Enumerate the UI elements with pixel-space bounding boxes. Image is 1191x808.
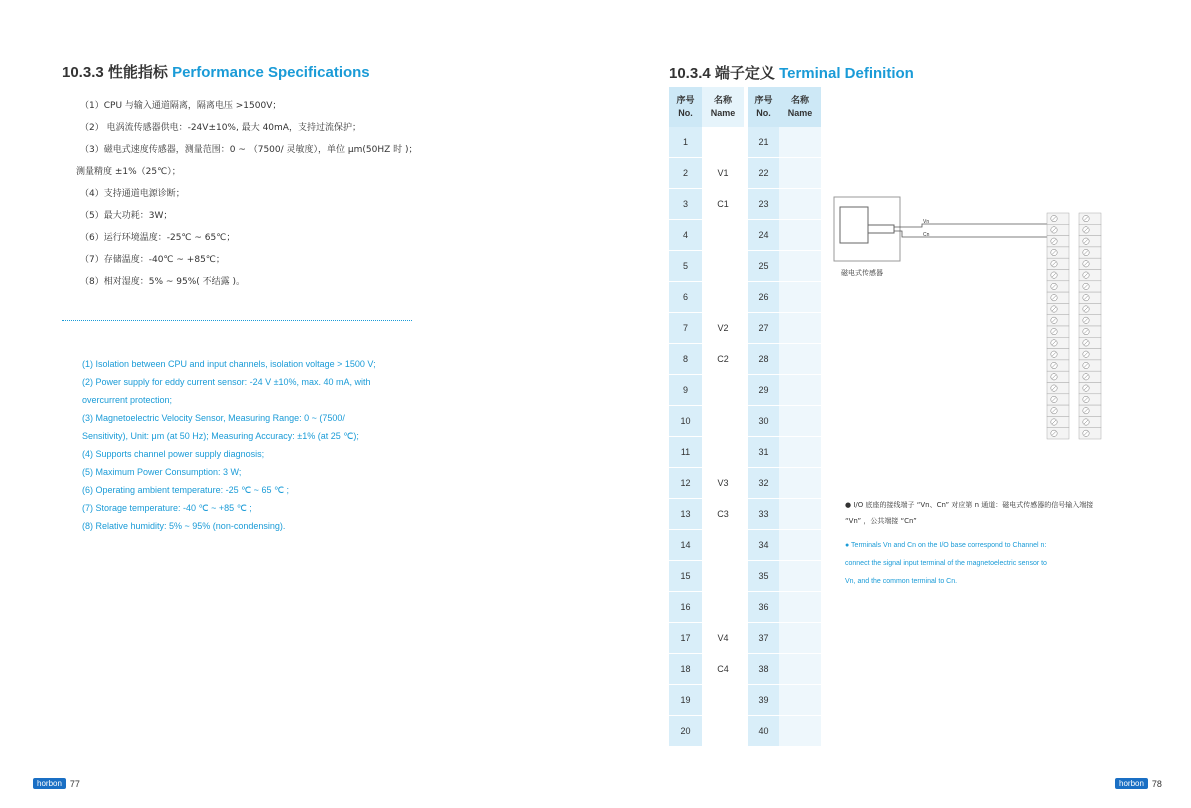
brand-logo: horbon <box>33 778 66 789</box>
table-row <box>669 530 821 561</box>
spec-item-cn: （6）运行环境温度：-25℃ ~ 65℃； <box>80 233 236 243</box>
cell-name <box>702 406 744 437</box>
wire-cn-label: Cn <box>923 232 930 238</box>
heading-cn: 端子定义 <box>714 65 775 82</box>
terminal-cell <box>1047 258 1069 269</box>
cell-no: 16 <box>669 592 702 623</box>
terminal-cell <box>1079 292 1101 303</box>
heading-en: Performance Specifications <box>172 64 370 81</box>
cell-name <box>779 468 821 499</box>
cell-no: 32 <box>748 468 779 499</box>
table-row <box>669 592 821 623</box>
cell-name <box>779 654 821 685</box>
terminal-cell <box>1079 360 1101 371</box>
cell-name: C3 <box>702 499 744 530</box>
cell-no: 11 <box>669 437 702 468</box>
table-row <box>669 437 821 468</box>
spec-item-en: overcurrent protection; <box>82 395 173 405</box>
terminal-cell <box>1079 416 1101 427</box>
cell-name <box>702 437 744 468</box>
cell-no: 10 <box>669 406 702 437</box>
cell-name <box>702 530 744 561</box>
spec-item-en: (4) Supports channel power supply diagnosis; <box>82 449 265 459</box>
cell-name <box>779 406 821 437</box>
spec-item-en: (7) Storage temperature: -40 ℃ ~ +85 ℃ ; <box>82 503 252 513</box>
table-row <box>669 654 821 685</box>
cell-no: 9 <box>669 375 702 406</box>
cell-no: 5 <box>669 251 702 282</box>
cell-no: 18 <box>669 654 702 685</box>
section-divider <box>62 320 412 321</box>
cell-no: 28 <box>748 344 779 375</box>
terminal-cell <box>1047 371 1069 382</box>
table-row <box>669 251 821 282</box>
table-row <box>669 189 821 220</box>
terminal-cell <box>1047 349 1069 360</box>
cell-name <box>702 716 744 747</box>
cell-no: 6 <box>669 282 702 313</box>
wire-cn <box>894 231 1048 237</box>
cell-no: 36 <box>748 592 779 623</box>
note-en-line: connect the signal input terminal of the magnetoelectric sensor to <box>845 560 1047 567</box>
terminal-cell <box>1079 349 1101 360</box>
cell-no: 19 <box>669 685 702 716</box>
table-row <box>669 344 821 375</box>
cell-name <box>779 685 821 716</box>
cell-no: 15 <box>669 561 702 592</box>
wire-vn <box>894 224 1048 227</box>
spec-item-cn: （2） 电涡流传感器供电：-24V±10%, 最大 40mA，支持过流保护； <box>80 123 361 133</box>
cell-no: 29 <box>748 375 779 406</box>
note-en-line: Vn, and the common terminal to Cn. <box>845 578 958 585</box>
cell-name <box>779 530 821 561</box>
cell-no: 22 <box>748 158 779 189</box>
cell-name: C4 <box>702 654 744 685</box>
cell-name <box>702 127 744 158</box>
cell-no: 13 <box>669 499 702 530</box>
spec-item-en: (5) Maximum Power Consumption: 3 W; <box>82 467 242 477</box>
cell-name: V1 <box>702 158 744 189</box>
terminal-cell <box>1047 394 1069 405</box>
cell-name <box>702 375 744 406</box>
spec-item-en: (2) Power supply for eddy current sensor: -24 V ±10%, max. 40 mA, with <box>82 377 371 387</box>
terminal-cell <box>1079 394 1101 405</box>
table-row <box>669 282 821 313</box>
section-heading-performance <box>62 61 370 82</box>
terminal-cell <box>1079 371 1101 382</box>
note-cn: ● I/O 底座的接线端子 “Vn、Cn” 对应第 n 通道：磁电式传感器的信号输入端接 “Vn” ，公共端接 “Cn” <box>845 501 1094 525</box>
terminal-cell <box>1079 213 1101 224</box>
cell-no: 3 <box>669 189 702 220</box>
table-row <box>669 623 821 654</box>
terminal-cell <box>1079 258 1101 269</box>
table-row <box>669 561 821 592</box>
sensor-body <box>840 207 868 243</box>
spec-list-en <box>82 355 422 535</box>
cell-name <box>779 623 821 654</box>
header-no: 序号 No. <box>669 87 702 127</box>
terminal-cell <box>1047 360 1069 371</box>
table-row <box>669 499 821 530</box>
footer-right <box>1115 773 1162 792</box>
cell-no: 30 <box>748 406 779 437</box>
terminal-cell <box>1079 428 1101 439</box>
cell-name <box>702 282 744 313</box>
spec-item-en: Sensitivity), Unit: μm (at 50 Hz); Measuring Accuracy: ±1% (at 25 ℃); <box>82 431 359 441</box>
cell-no: 12 <box>669 468 702 499</box>
page-number: 77 <box>69 778 80 789</box>
terminal-block <box>1047 213 1101 439</box>
spec-item-en: (1) Isolation between CPU and input channels, isolation voltage > 1500 V; <box>82 359 376 369</box>
cell-no: 4 <box>669 220 702 251</box>
spec-item-en: (8) Relative humidity: 5% ~ 95% (non-condensing). <box>82 521 286 531</box>
note-en-line: ● Terminals Vn and Cn on the I/O base correspond to Channel n: <box>845 542 1047 549</box>
header-name: 名称 Name <box>702 87 744 127</box>
cell-name <box>702 251 744 282</box>
section-heading-terminal <box>669 62 914 83</box>
terminal-cell <box>1047 213 1069 224</box>
terminal-cell <box>1047 337 1069 348</box>
header-no-2: 序号 No. <box>748 87 779 127</box>
cell-name <box>779 127 821 158</box>
terminal-cell <box>1079 303 1101 314</box>
terminal-cell <box>1047 303 1069 314</box>
terminal-cell <box>1079 326 1101 337</box>
cell-no: 25 <box>748 251 779 282</box>
spec-item-cn: （4）支持通道电源诊断； <box>80 189 185 199</box>
spec-item-cn: （7）存储温度：-40℃ ~ +85℃； <box>80 255 225 265</box>
cell-no: 21 <box>748 127 779 158</box>
terminal-cell <box>1047 326 1069 337</box>
cell-no: 24 <box>748 220 779 251</box>
terminal-cell <box>1047 247 1069 258</box>
cell-no: 33 <box>748 499 779 530</box>
cell-name <box>779 592 821 623</box>
terminal-cell <box>1047 416 1069 427</box>
heading-number: 10.3.4 <box>669 65 711 82</box>
cell-name <box>779 344 821 375</box>
terminal-cell <box>1079 337 1101 348</box>
cell-name <box>779 716 821 747</box>
sensor-connector <box>868 225 894 233</box>
terminal-cell <box>1047 383 1069 394</box>
heading-cn: 性能指标 <box>107 64 168 81</box>
terminal-cell <box>1079 405 1101 416</box>
wire-vn-label: Vn <box>923 219 930 225</box>
terminal-cell <box>1079 270 1101 281</box>
terminal-table <box>669 87 821 747</box>
terminal-cell <box>1079 247 1101 258</box>
cell-name: C1 <box>702 189 744 220</box>
table-row <box>669 158 821 189</box>
cell-name <box>779 251 821 282</box>
cell-no: 14 <box>669 530 702 561</box>
cell-no: 39 <box>748 685 779 716</box>
terminal-cell <box>1047 428 1069 439</box>
spec-item-en: (6) Operating ambient temperature: -25 ℃ ~ 65 ℃ ; <box>82 485 290 495</box>
table-row <box>669 685 821 716</box>
cell-name <box>702 685 744 716</box>
spec-item-cn: （3）磁电式速度传感器，测量范围：0 ~ （7500/ 灵敏度），单位 μm(50HZ 时 )； <box>80 145 418 155</box>
table-row <box>669 375 821 406</box>
cell-no: 7 <box>669 313 702 344</box>
terminal-cell <box>1047 224 1069 235</box>
spec-item-en: (3) Magnetoelectric Velocity Sensor, Measuring Range: 0 ~ (7500/ <box>82 413 345 423</box>
cell-no: 34 <box>748 530 779 561</box>
cell-no: 40 <box>748 716 779 747</box>
terminal-cell <box>1079 383 1101 394</box>
terminal-cell <box>1079 281 1101 292</box>
terminal-cell <box>1079 236 1101 247</box>
cell-name: C2 <box>702 344 744 375</box>
page-number: 78 <box>1151 778 1162 789</box>
terminal-cell <box>1079 224 1101 235</box>
cell-name <box>702 592 744 623</box>
cell-name <box>702 220 744 251</box>
cell-name <box>779 189 821 220</box>
cell-name <box>779 282 821 313</box>
terminal-cell <box>1047 270 1069 281</box>
cell-name <box>702 561 744 592</box>
cell-no: 20 <box>669 716 702 747</box>
table-row <box>669 127 821 158</box>
terminal-cell <box>1047 315 1069 326</box>
cell-name: V3 <box>702 468 744 499</box>
cell-name <box>779 220 821 251</box>
spec-list-cn <box>62 95 442 293</box>
cell-no: 1 <box>669 127 702 158</box>
table-row <box>669 716 821 747</box>
terminal-cell <box>1047 281 1069 292</box>
sensor-label: 磁电式传感器 <box>841 269 883 277</box>
spec-item-cn: （5）最大功耗：3W； <box>80 211 173 221</box>
cell-no: 38 <box>748 654 779 685</box>
terminal-cell <box>1079 315 1101 326</box>
terminal-cell <box>1047 405 1069 416</box>
cell-name <box>779 158 821 189</box>
table-row <box>669 468 821 499</box>
table-row <box>669 220 821 251</box>
cell-name: V2 <box>702 313 744 344</box>
cell-no: 23 <box>748 189 779 220</box>
table-header-row <box>669 87 821 127</box>
cell-no: 35 <box>748 561 779 592</box>
spec-item-cn: （8）相对湿度：5% ~ 95%( 不结露 )。 <box>80 277 246 287</box>
heading-en: Terminal Definition <box>779 65 914 82</box>
note-en <box>845 537 1105 591</box>
cell-no: 27 <box>748 313 779 344</box>
cell-name <box>779 561 821 592</box>
heading-number: 10.3.3 <box>62 64 104 81</box>
cell-no: 31 <box>748 437 779 468</box>
terminal-cell <box>1047 292 1069 303</box>
footer-left <box>33 773 80 792</box>
cell-name <box>779 499 821 530</box>
cell-name: V4 <box>702 623 744 654</box>
cell-name <box>779 437 821 468</box>
table-row <box>669 313 821 344</box>
terminal-cell <box>1047 236 1069 247</box>
cell-name <box>779 313 821 344</box>
cell-no: 2 <box>669 158 702 189</box>
cell-name <box>779 375 821 406</box>
spec-item-cn: 测量精度 ±1%（25℃）； <box>76 167 181 177</box>
cell-no: 8 <box>669 344 702 375</box>
table-row <box>669 406 821 437</box>
cell-no: 17 <box>669 623 702 654</box>
cell-no: 37 <box>748 623 779 654</box>
header-name-2: 名称 Name <box>779 87 821 127</box>
brand-logo: horbon <box>1115 778 1148 789</box>
cell-no: 26 <box>748 282 779 313</box>
spec-item-cn: （1）CPU 与输入通道隔离，隔离电压 >1500V； <box>80 101 282 111</box>
wiring-diagram <box>830 195 1120 445</box>
